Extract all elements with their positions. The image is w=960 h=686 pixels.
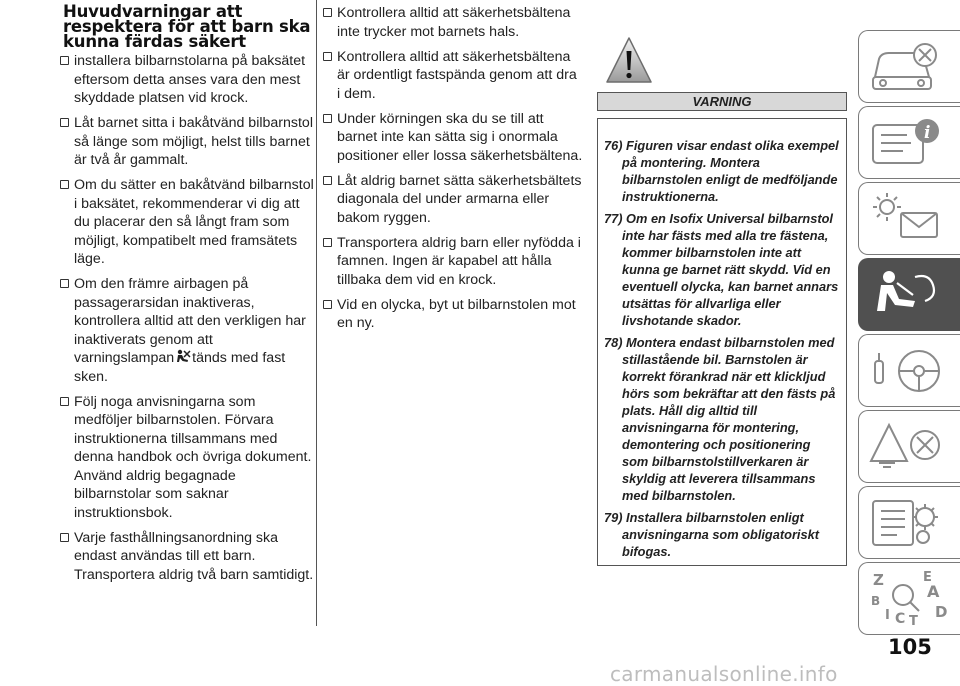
warning-lights-icon bbox=[867, 189, 953, 249]
page-number: 105 bbox=[888, 635, 932, 659]
checkbox-bullet-icon bbox=[323, 52, 332, 61]
list-item: Kontrollera alltid att säkerhetsbältena inte trycker mot barnets hals. bbox=[323, 4, 583, 41]
warning-triangle-icon bbox=[605, 36, 653, 86]
tab-car-info[interactable] bbox=[858, 30, 960, 103]
tab-warning-lights[interactable] bbox=[858, 182, 960, 255]
checkbox-bullet-icon bbox=[323, 176, 332, 185]
svg-text:Z: Z bbox=[873, 571, 884, 589]
safety-airbag-icon bbox=[867, 265, 953, 325]
warning-note: 76) Figuren visar endast olika exempel på montering. Montera bilbarnstolen enligt de medföljande instruktionerna. bbox=[604, 138, 839, 204]
column-divider bbox=[316, 0, 317, 626]
svg-text:E: E bbox=[923, 570, 932, 585]
warning-note: 77) Om en Isofix Universal bilbarnstol inte har fästs med alla tre fästena, kommer bilbarnstolen inte att kunna ge barnet rätt skydd. Vid en eventuell olycka, kan barnet annars utsättas för allvarliga eller livshotande skador. bbox=[604, 211, 839, 328]
svg-text:I: I bbox=[885, 608, 890, 623]
list-item: Låt barnet sitta i bakåtvänd bilbarnstol så länge som möjligt, helst tills barnet är två år gammalt. bbox=[60, 114, 315, 170]
list-item: Låt aldrig barnet sätta säkerhetsbältets diagonala del under armarna eller bakom ryggen. bbox=[323, 172, 583, 228]
tab-dashboard-info[interactable] bbox=[858, 106, 960, 179]
checkbox-bullet-icon bbox=[60, 397, 69, 406]
list-item: Om den främre airbagen på passagerarsidan inaktiveras, kontrollera alltid att den verkligen har inaktiverats genom att varningslampan tänds med fast sken. bbox=[60, 275, 315, 386]
checkbox-bullet-icon bbox=[323, 238, 332, 247]
emergency-icon bbox=[867, 417, 953, 477]
tab-starting-driving[interactable] bbox=[858, 334, 960, 407]
checkbox-bullet-icon bbox=[60, 118, 69, 127]
svg-text:i: i bbox=[924, 123, 931, 143]
checkbox-bullet-icon bbox=[323, 300, 332, 309]
checkbox-bullet-icon bbox=[323, 114, 332, 123]
warning-note: 78) Montera endast bilbarnstolen med stillastående bil. Barnstolen är korrekt förankrad när ett klickljud hörs som bekräftar att den fästs på plats. Håll dig alltid till anvisningarna för montering, demontering och positionering som bilbarnstolstillverkaren är skyldig att leverera tillsammans med bilbarnstolen. bbox=[604, 335, 836, 503]
tab-maintenance[interactable] bbox=[858, 486, 960, 559]
list-item: Transportera aldrig barn eller nyfödda i famnen. Ingen är kapabel att hålla tillbaka dem vid en krock. bbox=[323, 234, 583, 290]
svg-text:B: B bbox=[871, 594, 881, 608]
section-heading: Huvudvarningar att respektera för att barn ska kunna färdas säkert bbox=[63, 2, 311, 51]
airbag-off-warning-light-icon bbox=[175, 349, 191, 364]
list-item: Kontrollera alltid att säkerhetsbältena är ordentligt fastspända genom att dra i dem. bbox=[323, 48, 583, 104]
list-item: Vid en olycka, byt ut bilbarnstolen mot en ny. bbox=[323, 296, 583, 333]
list-item: Varje fasthållningsanordning ska endast användas till ett barn. Transportera aldrig två barn samtidigt. bbox=[60, 529, 315, 585]
svg-text:T: T bbox=[909, 614, 918, 629]
list-item: Om du sätter en bakåtvänd bilbarnstol i baksätet, rekommenderar vi dig att du placerar den så långt fram som möjligt, kompatibelt med framsätets läge. bbox=[60, 176, 315, 269]
bullet-list-right bbox=[323, 4, 583, 339]
tab-emergency[interactable] bbox=[858, 410, 960, 483]
maintenance-icon bbox=[867, 493, 953, 553]
checkbox-bullet-icon bbox=[60, 279, 69, 288]
list-item: Följ noga anvisningarna som medföljer bilbarnstolen. Förvara instruktionerna tillsammans med denna handbok och övriga dokument. Använd aldrig begagnade bilbarnstolar som saknar instruktionsbok. bbox=[60, 393, 315, 523]
list-item: Under körningen ska du se till att barnet inte kan sätta sig i onormala positioner eller lossa säkerhetsbältena. bbox=[323, 110, 583, 166]
warning-note: 79) Installera bilbarnstolen enligt anvisningarna som obligatoriskt bifogas. bbox=[604, 510, 819, 559]
checkbox-bullet-icon bbox=[60, 56, 69, 65]
svg-text:C: C bbox=[895, 611, 906, 627]
watermark: carmanualsonline.info bbox=[610, 662, 838, 686]
checkbox-bullet-icon bbox=[60, 180, 69, 189]
bullet-list-left bbox=[60, 52, 315, 591]
checkbox-bullet-icon bbox=[323, 8, 332, 17]
car-info-icon bbox=[867, 37, 953, 97]
list-item: installera bilbarnstolarna på baksätet eftersom detta anses vara den mest skyddade platsen vid krock. bbox=[60, 52, 315, 108]
checkbox-bullet-icon bbox=[60, 533, 69, 542]
svg-text:A: A bbox=[927, 582, 940, 601]
warning-notes bbox=[597, 118, 847, 566]
tab-safety[interactable] bbox=[858, 258, 960, 331]
tab-index[interactable] bbox=[858, 562, 960, 635]
dashboard-info-icon bbox=[867, 113, 953, 173]
warning-title: VARNING bbox=[597, 92, 847, 111]
svg-text:D: D bbox=[935, 603, 948, 621]
starting-driving-icon bbox=[867, 341, 953, 401]
index-icon bbox=[867, 569, 953, 629]
